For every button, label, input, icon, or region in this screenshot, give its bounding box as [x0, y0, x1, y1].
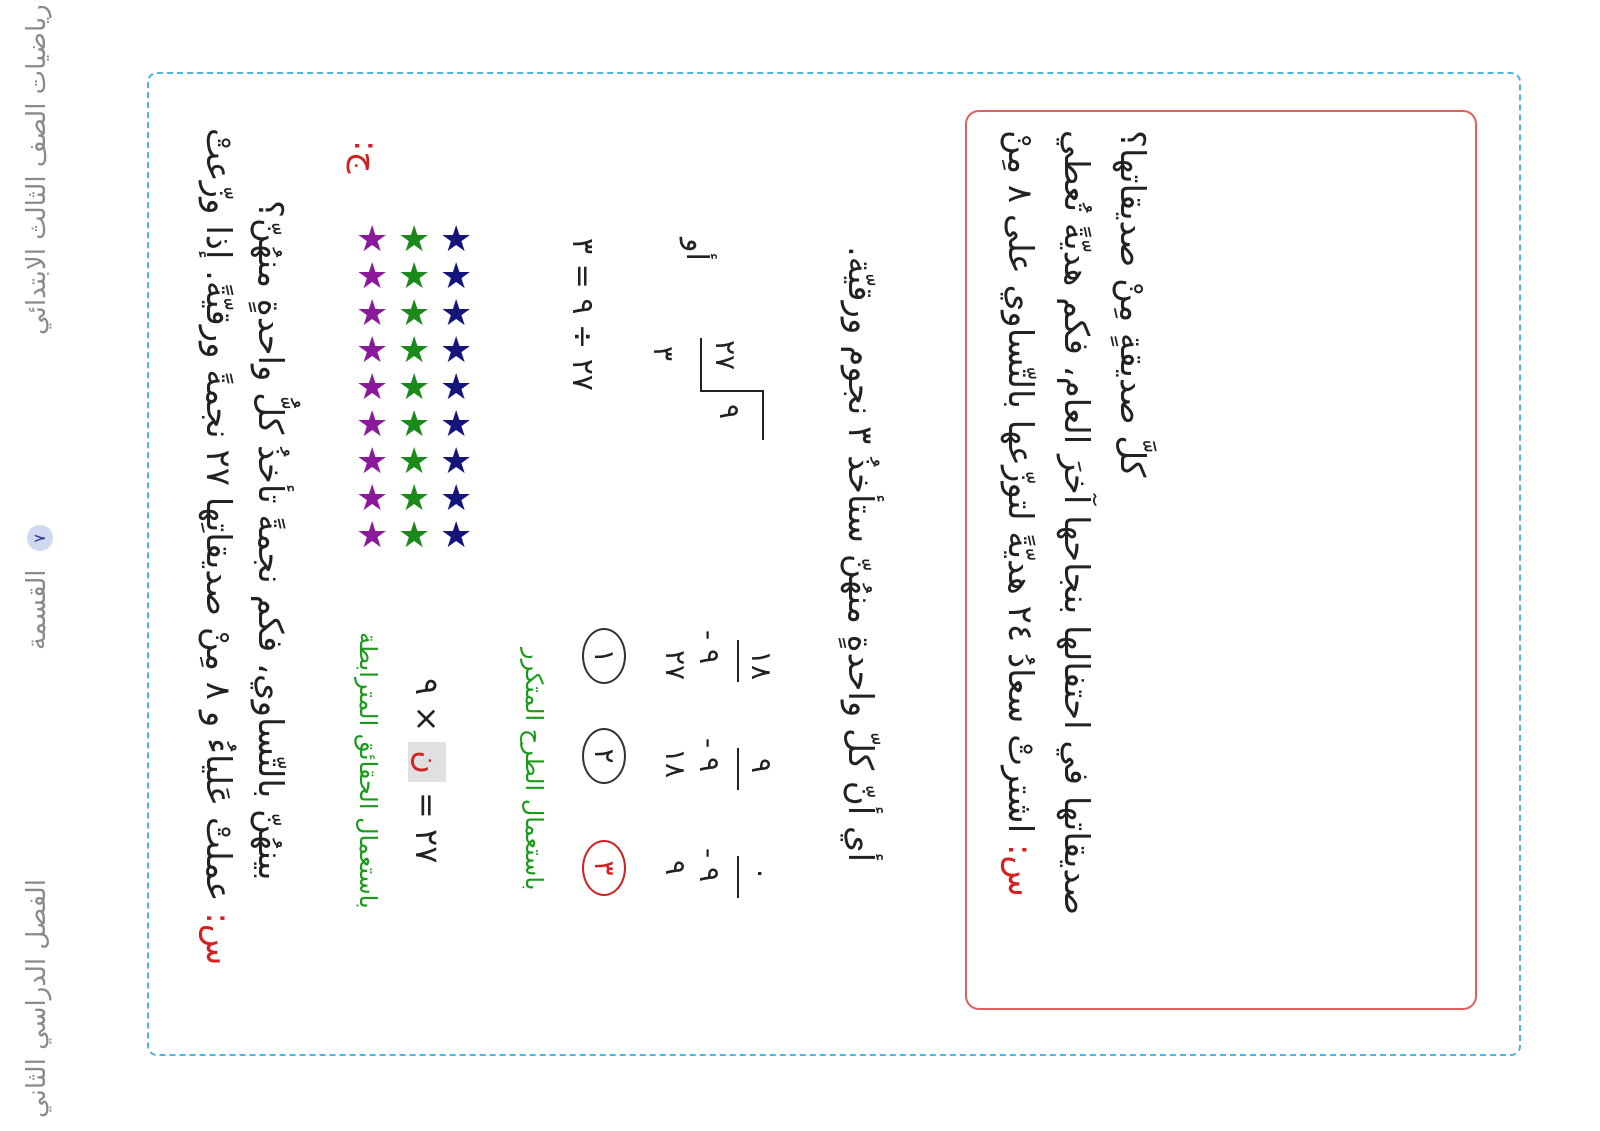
star-icon: ★ [440, 515, 473, 556]
q2-line3: كلَّ صديقةٍ مِنْ صديقاتها؟ [1112, 130, 1152, 478]
sub-col-3-top: ٩ [659, 860, 692, 876]
or-label: أو [679, 238, 714, 261]
sub-col-2-sub: ٩ - [693, 738, 726, 773]
star-icon: ★ [356, 219, 389, 260]
star-icon: ★ [398, 330, 431, 371]
step-circle-3: ٣ [582, 840, 626, 896]
sub-col-3-sub: ٩ - [693, 848, 726, 883]
eq-right: × ٩ [408, 678, 446, 733]
star-icon: ★ [440, 256, 473, 297]
answer-blank: ن [408, 742, 446, 782]
unit-title: القسمة [22, 569, 52, 650]
star-icon: ★ [398, 478, 431, 519]
step-circle-2: ٢ [582, 728, 626, 784]
star-icon: ★ [440, 367, 473, 408]
long-division-quotient: ٣ [647, 346, 680, 362]
star-icon: ★ [440, 404, 473, 445]
star-icon: ★ [440, 293, 473, 334]
q1-line1 [198, 128, 238, 965]
star-icon: ★ [356, 441, 389, 482]
long-division-divisor: ٩ [713, 404, 746, 420]
star-icon: ★ [440, 219, 473, 260]
sub-line-3 [737, 856, 739, 898]
sub-col-3-res: ٠ [745, 866, 778, 882]
q1-text1: عملتْ عَلياءُ و ٨ مِنْ صديقاتِها ٢٧ نجمةً ورقيّةً. إذا وزّعتْ [198, 128, 238, 902]
q1-line2: بينهُنّ بالتّساوي، فكم نجمةً تأخذُ كلُّ واحدةٍ منهُنّ؟ [250, 200, 290, 881]
star-icon: ★ [356, 293, 389, 334]
related-facts-equation [408, 678, 446, 863]
sub-col-1-sub: ٩ - [693, 630, 726, 665]
star-icon: ★ [440, 330, 473, 371]
division-equation: ٢٧ ÷ ٩ = ٣ [565, 238, 600, 391]
star-icon: ★ [398, 219, 431, 260]
sub-line-1 [737, 640, 739, 682]
star-icon: ★ [356, 478, 389, 519]
long-division-dividend: ٢٧ [709, 340, 742, 371]
star-icon: ★ [398, 293, 431, 334]
star-icon: ★ [356, 367, 389, 408]
division-bracket-side [700, 390, 762, 392]
q2-text1: اشترتْ سعادُ ٢٤ هديّةً لتوزّعها بالتّساوي على ٨ مِنْ [1000, 130, 1040, 834]
q2-line2: صديقاتها في احتفالها بنجاحها آخرَ العام، فكم هديّةً تُعطي [1056, 130, 1096, 916]
q2-line1 [1000, 130, 1040, 897]
header-unit [22, 525, 53, 650]
q1-label: س: [198, 912, 238, 966]
header-subject: رياضيات الصف الثالث الابتدائي [22, 4, 52, 335]
star-icon: ★ [398, 441, 431, 482]
eq-left: ٢٧ = [408, 792, 446, 864]
star-icon: ★ [398, 367, 431, 408]
division-bracket-bottom [762, 390, 764, 440]
conclusion-text: أي أنّ كلّ واحدةٍ منهُنّ ستأخذُ ٣ نجوم ورقيّة. [840, 246, 880, 863]
star-icon: ★ [440, 478, 473, 519]
step-circle-1: ١ [582, 628, 626, 684]
sub-col-1-top: ٢٧ [659, 650, 692, 681]
division-bracket-top [700, 338, 702, 390]
star-icon: ★ [440, 441, 473, 482]
star-icon: ★ [398, 256, 431, 297]
star-icon: ★ [356, 330, 389, 371]
exercise-frame [965, 110, 1477, 1010]
q2-label: س: [1000, 843, 1040, 897]
star-icon: ★ [356, 256, 389, 297]
sub-col-2-res: ٩ [745, 758, 778, 774]
related-facts-title: باستعمال الحقائق المترابطة [354, 632, 382, 909]
answer-label: ج: [346, 140, 386, 174]
repeated-subtraction-title: باستعمال الطرح المتكرر [520, 648, 548, 891]
sub-col-2-top: ١٨ [659, 748, 692, 779]
star-icon: ★ [398, 515, 431, 556]
star-icon: ★ [356, 515, 389, 556]
sub-line-2 [737, 748, 739, 790]
star-icon: ★ [356, 404, 389, 445]
header-semester: الفصل الدراسي الثاني [22, 879, 52, 1118]
unit-number-chip: ٧ [27, 525, 53, 551]
star-icon: ★ [398, 404, 431, 445]
sub-col-1-res: ١٨ [745, 650, 778, 681]
